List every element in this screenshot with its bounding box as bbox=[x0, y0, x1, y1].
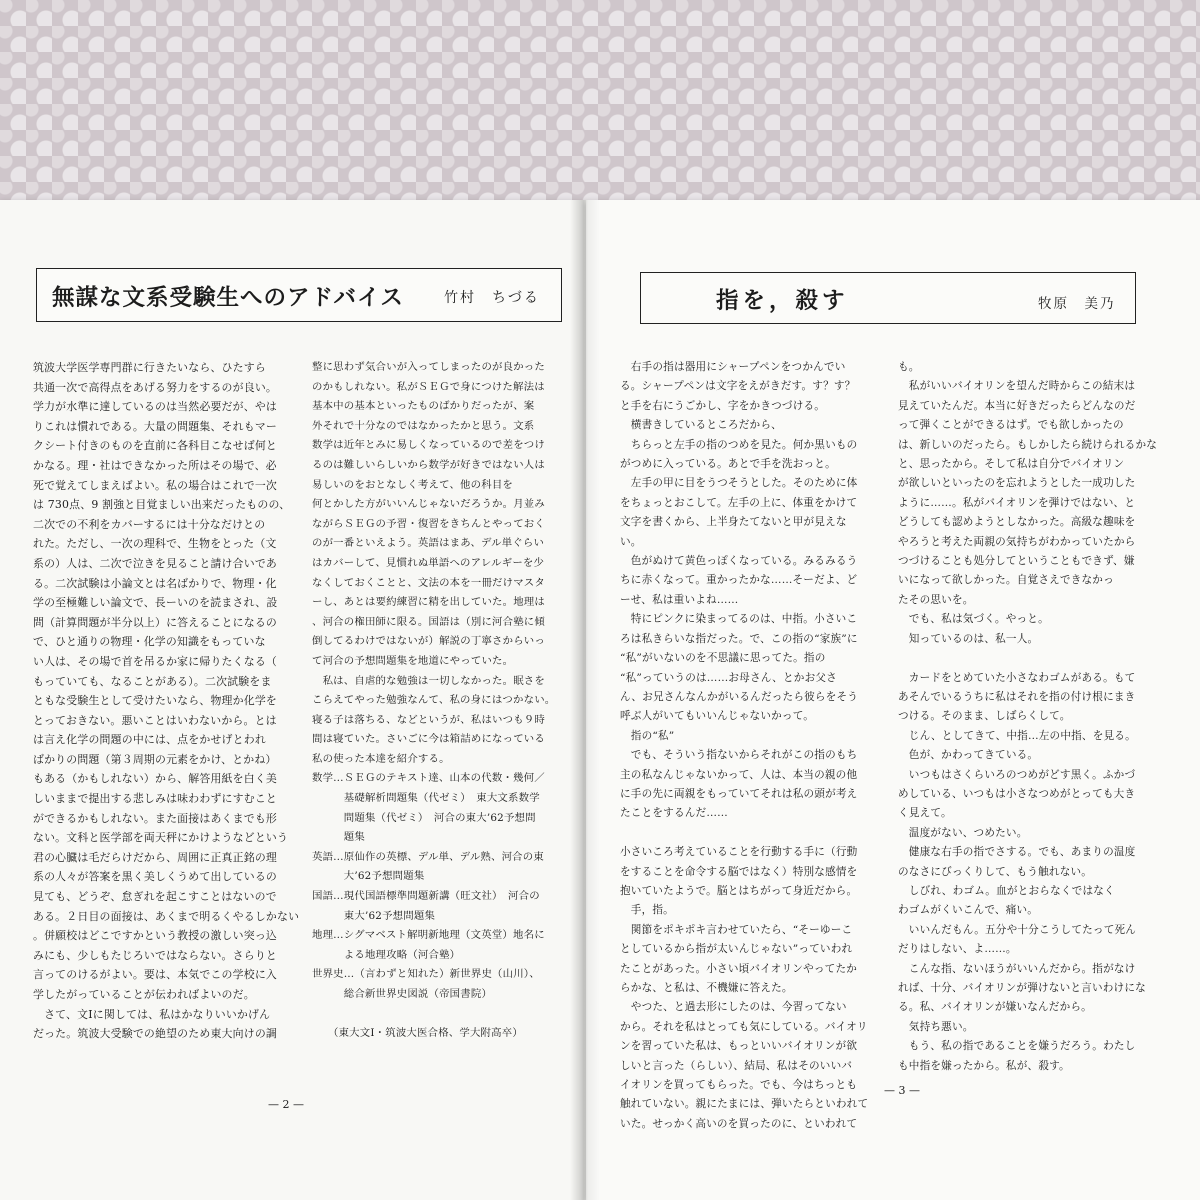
text-line: ができるかもしれない。また面接はあくまでも形 bbox=[33, 811, 277, 825]
text-line: れた。ただし、一次の理科で、生物をとった（文 bbox=[33, 537, 277, 551]
text-line: 英語…原仙作の英標、デル単、デル熟、河合の東 bbox=[312, 850, 544, 863]
text-line: 共通一次で高得点をあげる努力をするのが良い。 bbox=[33, 380, 277, 394]
text-line: かなる。理・社はできなかった所はその場で、必 bbox=[33, 458, 277, 472]
text-line: る。私、バイオリンが嫌いなんだから。 bbox=[898, 1001, 1092, 1014]
text-line: い。 bbox=[620, 535, 642, 548]
text-line: だった。筑波大受験での絶望のため東大向けの調 bbox=[33, 1027, 277, 1041]
text-line: 外それで十分なのではなかったかと思う。文系 bbox=[312, 419, 535, 432]
text-line: どうしても認めようとしなかった。高級な趣味を bbox=[898, 516, 1136, 529]
text-line: たことがあった。小さい頃バイオリンやってたか bbox=[620, 962, 858, 975]
text-line: ある。２日目の面接は、あくまで明るくやるしかない bbox=[33, 909, 300, 923]
text-line: 学したがっていることが伝わればよいのだ。 bbox=[33, 988, 255, 1001]
text-line: 温度がない、つめたい。 bbox=[898, 826, 1028, 839]
text-line: が欲しいといったのを忘れようとした一成功した bbox=[898, 477, 1136, 490]
text-line: もある（かもしれない）から、解答用紙を白く美 bbox=[33, 772, 277, 786]
text-line: と手を右にうごかし、字をかきつづける。 bbox=[620, 399, 826, 412]
text-line: やつた、と過去形にしたのは、今習ってない bbox=[620, 1001, 847, 1014]
text-line: 題集 bbox=[312, 831, 365, 844]
text-line: らかな、と私は、不機嫌に答えた。 bbox=[620, 982, 793, 994]
left-page-number: — 2 — bbox=[268, 1098, 304, 1111]
text-line: 筑波大学医学専門群に行きたいなら、ひたすら bbox=[33, 361, 266, 374]
text-line: をすることを命令する脳ではなく）特別な感情を bbox=[620, 865, 858, 878]
text-line: いいんだもん。五分や十分こうしてたって死ん bbox=[898, 923, 1137, 936]
text-line: じん、としてきて、中指…左の中指、を見る。 bbox=[898, 729, 1136, 742]
text-line: でも、そういう指ないからそれがこの指のもち bbox=[620, 749, 858, 762]
text-line: めしている、いつもは小さなつめがとっても大き bbox=[898, 787, 1136, 800]
text-line: 気持ち悪い。 bbox=[898, 1020, 974, 1033]
text-line: ように……。私がバイオリンを弾けではない、と bbox=[898, 496, 1136, 509]
text-line: 関節をポキポキ言わせていたら、“そーゆーこ bbox=[620, 923, 853, 936]
text-line: いつもはさくらいろのつめがどす黒く。ふかづ bbox=[898, 768, 1136, 781]
text-line: 東大’62予想問題集 bbox=[312, 909, 436, 922]
text-line: も。 bbox=[898, 361, 920, 373]
text-line: カードをとめていた小さなわゴムがある。もて bbox=[898, 671, 1136, 684]
text-line: 色が、かわってきている。 bbox=[898, 749, 1039, 762]
text-line: 系の人々が答案を黒く美しくうめて出しているの bbox=[33, 870, 277, 884]
text-line: しいままで提出する悲しみは味わわずにすむこと bbox=[33, 792, 277, 806]
text-line: ちらっと左手の指のつめを見た。何か黒いもの bbox=[620, 438, 858, 451]
text-line: 間は寝ていた。さいごに今は箱詰めになっている bbox=[312, 733, 545, 746]
text-line: 世界史…（言わずと知れた）新世界史（山川）、 bbox=[312, 968, 540, 981]
text-line: 死で覚えてしまえばよい。私の場合はこれで一次 bbox=[33, 478, 277, 492]
text-line: ーせ、私は重いよね…… bbox=[620, 593, 739, 606]
text-line: 問（計算問題が半分以上）に答えることになるの bbox=[33, 615, 277, 629]
text-line bbox=[898, 649, 1157, 668]
text-line: がつめに入っている。あとで手を洗おっと。 bbox=[620, 458, 836, 471]
text-line: れば、十分、バイオリンが弾けないと言いわけにな bbox=[898, 982, 1146, 994]
text-line: 二次での不利をカバーするには十分なだけとの bbox=[33, 517, 266, 531]
text-line: しいと言った（らしい）、結局、私はそのいいバ bbox=[620, 1059, 853, 1072]
text-line: 総合新世界史図説（帝国書院） bbox=[312, 988, 493, 1000]
text-line: ばかりの問題（第３周期の元素をかけ、とかね） bbox=[33, 752, 277, 766]
text-line: い人は、その場で首を吊るか家に帰りたくなる（ bbox=[33, 654, 277, 668]
text-line: 小さいころ考えていることを行動する手に（行動 bbox=[620, 846, 858, 859]
right-column-1 bbox=[620, 358, 868, 1134]
text-line: る。シャープペンは文字をえがきだす。す？す？ bbox=[620, 380, 856, 393]
text-line: “私”っていうのは……お母さん、とかお父さ bbox=[620, 671, 837, 684]
text-line: いた。せっかく高いのを買ったのに、といわれて bbox=[620, 1117, 858, 1130]
text-line: だりはしない、よ……。 bbox=[898, 943, 1017, 956]
text-line: ろは私きらいな指だった。で、この指の“家族”に bbox=[620, 632, 858, 645]
text-line: いになって欲しかった。自覚さえできなかっ bbox=[898, 574, 1114, 587]
left-article-author: 竹村 ちづる bbox=[444, 290, 540, 306]
text-line: みにも、少しもたじろいではならない。さらりと bbox=[33, 948, 277, 962]
text-line: 私は、自虐的な勉強は一切しなかった。眠さを bbox=[312, 674, 545, 687]
text-line: は、新しいのだったら。もしかしたら続けられるかな bbox=[898, 438, 1158, 451]
text-line: とっておきない。悪いことはいわないから。とは bbox=[33, 713, 277, 727]
text-line: 文字を書くから、上半身たてないと甲が見えな bbox=[620, 516, 847, 529]
text-line: って弾くことができるはず。でも欲しかったの bbox=[898, 419, 1124, 432]
text-line: 呼ぶ人がいてもいいんじゃないかって。 bbox=[620, 710, 815, 723]
text-line: 問題集（代ゼミ） 河合の東大’62予想問 bbox=[312, 811, 536, 824]
text-line: ーし、あとは要約練習に精を出していた。地理は bbox=[312, 596, 545, 609]
text-line: 色がぬけて黄色っぽくなっている。みるみるう bbox=[620, 555, 858, 568]
right-page-number: — 3 — bbox=[884, 1084, 920, 1097]
text-line: 何とかした方がいいんじゃないだろうか。月並み bbox=[312, 498, 545, 511]
text-line: のかもしれない。私がＳＥＧで身につけた解法は bbox=[312, 380, 545, 393]
text-line: ちに赤くなって。重かったかな……そーだよ、ど bbox=[620, 574, 858, 587]
text-line: クシート付きのものを直前に各科目こなせば何と bbox=[33, 439, 277, 453]
left-article-title: 無謀な文系受験生へのアドバイス bbox=[52, 285, 404, 311]
right-column-2 bbox=[898, 358, 1157, 1076]
text-line: から。それを私はとっても気にしている。バイオリ bbox=[620, 1020, 868, 1033]
text-line: 左手の甲に目をうつそうとした。そのために体 bbox=[620, 477, 858, 490]
text-line: ない。文科と医学部を両天秤にかけようなどという bbox=[33, 831, 289, 845]
text-line: 学力が水準に達しているのは当然必要だが、やは bbox=[33, 400, 277, 414]
text-line: をちょっとおこして。左手の上に、体重をかけて bbox=[620, 496, 858, 509]
text-line: 国語…現代国語標準問題新講（旺文社） 河合の bbox=[312, 890, 540, 903]
text-line: 基礎解析問題集（代ゼミ） 東大文系数学 bbox=[312, 792, 540, 805]
text-line: のが一番といえよう。英語はまあ、デル単ぐらい bbox=[312, 537, 545, 550]
text-line: は言え化学の問題の中には、点をかせげとわれ bbox=[33, 733, 266, 747]
text-line: “私”がいないのを不思議に思ってた。指の bbox=[620, 652, 826, 665]
text-line: ンを習っていた私は、もっといいバイオリンが欲 bbox=[620, 1040, 858, 1053]
text-line: つづけることも処分してということもできず、嫌 bbox=[898, 555, 1135, 568]
text-line: たことをするんだ…… bbox=[620, 807, 728, 820]
text-line: はカバーして、見慣れぬ単語へのアレルギーを少 bbox=[312, 556, 545, 569]
text-line: く見えて。 bbox=[898, 807, 952, 820]
text-line: 系の）人は、二次で泣きを見ること請け合いであ bbox=[33, 556, 277, 570]
text-line: 学の至極難しい論文で、長ーいのを読まされ、設 bbox=[33, 596, 278, 610]
text-line: ながらＳＥＧの予習・復習をきちんとやっておく bbox=[312, 517, 545, 530]
text-line: 寝る子は落ちる、などというが、私はいつも９時 bbox=[312, 713, 545, 726]
text-line: は 730点、9 割強と目覚ましい出来だったものの、 bbox=[33, 498, 291, 512]
left-column-1 bbox=[33, 358, 299, 1044]
text-line: でも、私は気づく。やっと。 bbox=[898, 613, 1049, 626]
text-line: 主の私なんじゃないかって、人は、本当の親の他 bbox=[620, 768, 858, 781]
text-line: 数学は近年とみに易しくなっているので差をつけ bbox=[312, 439, 545, 452]
text-line: 易しいのをおとなしく考えて、他の科目を bbox=[312, 478, 514, 491]
text-line: 君の心臓は毛だらけだから、周囲に正真正銘の理 bbox=[33, 850, 277, 864]
text-line: 見ても、どうぞ、怠ぎれを起こすことはないので bbox=[33, 890, 277, 904]
text-line: る。二次試験は小論文とは名ばかりで、物理・化 bbox=[33, 576, 277, 590]
text-line: 整に思わず気合いが入ってしまったのが良かった bbox=[312, 361, 545, 373]
text-line: 指の“私” bbox=[620, 729, 675, 742]
text-line: と、思ったから。そして私は自分でバイオリン bbox=[898, 458, 1125, 471]
text-line bbox=[620, 824, 868, 843]
text-line: もう、私の指であることを嫌うだろう。わたし bbox=[898, 1040, 1136, 1053]
text-line: 横書きしているところだから、 bbox=[620, 419, 782, 432]
text-line: 言ってのけるがよい。要は、本気でこの学校に入 bbox=[33, 968, 277, 982]
text-line: 倒してるわけではないが）解説の丁寧さからいっ bbox=[312, 635, 545, 648]
text-line: に手の先に両親をもっていてそれは私の頭が考え bbox=[620, 787, 858, 800]
text-line: しびれ、わゴム。血がとおらなくではなく bbox=[898, 884, 1115, 897]
text-line: あそんでいるうちに私はそれを指の付け根にまき bbox=[898, 690, 1136, 703]
text-line: て河合の予想問題集を地道にやっていた。 bbox=[312, 654, 514, 667]
text-line: 私がいいバイオリンを望んだ時からこの結末は bbox=[898, 380, 1136, 393]
text-line: 知っているのは、私一人。 bbox=[898, 632, 1039, 645]
text-line: こらえてやった勉強なんて、私の身にはつかない。 bbox=[312, 694, 556, 707]
text-line: りこれは慣れである。大量の問題集、それもマー bbox=[33, 419, 277, 433]
text-line bbox=[312, 1005, 555, 1025]
text-line: さて、文Ⅰに関しては、私はかなりいいかげん bbox=[33, 1007, 271, 1021]
text-line: 私の使った本達を紹介する。 bbox=[312, 752, 450, 765]
text-line: 地理…シグマベスト解明新地理（文英堂）地名に bbox=[312, 929, 545, 942]
text-line: 、河合の権田師に限る。国語は（別に河合塾に傾 bbox=[312, 615, 545, 628]
text-line: 触れていない。親にたまには、弾いたらといわれて bbox=[620, 1098, 869, 1111]
text-line: 基本中の基本といったものばかりだったが、案 bbox=[312, 400, 535, 413]
text-line: 数学…ＳＥＧのテキスト達、山本の代数・幾何／ bbox=[312, 772, 545, 785]
text-line: 。併願校はどこですかという教授の激しい突っ込 bbox=[33, 929, 277, 943]
text-line: こんな指、ないほうがいいんだから。指がなけ bbox=[898, 962, 1136, 975]
text-line: やろうと考えた両親の気持ちがわかっていたから bbox=[898, 535, 1136, 548]
text-line: ん、お兄さんなんかがいるんだったら彼らをそう bbox=[620, 690, 859, 703]
text-line: なくしておくことと、文法の本を一冊だけマスタ bbox=[312, 576, 545, 589]
text-line: のなさにびっくりして、もう触れない。 bbox=[898, 865, 1093, 878]
text-line: （東大文Ⅰ・筑波大医合格、学大附高卒） bbox=[312, 1027, 523, 1040]
left-column-2 bbox=[312, 358, 555, 1044]
text-line: 健康な右手の指でさする。でも、あまりの温度 bbox=[898, 846, 1136, 859]
text-line: ともな受験生として受けたいなら、物理か化学を bbox=[33, 694, 277, 708]
text-line: 抱いていたようで。脳とはちがって身近だから。 bbox=[620, 884, 858, 897]
text-line: たその思いを。 bbox=[898, 593, 974, 606]
text-line: としているから指が太いんじゃない”っていわれ bbox=[620, 943, 853, 956]
text-line: るのは難しいらしいから数学が好きではない人は bbox=[312, 458, 545, 471]
text-line: わゴムがくいこんで、痛い。 bbox=[898, 904, 1039, 917]
text-line: 手，指。 bbox=[620, 904, 674, 917]
text-line: で、ひと通りの物理・化学の知識をもっていな bbox=[33, 635, 266, 649]
text-line: つける。そのまま、しばらくして。 bbox=[898, 710, 1071, 723]
text-line: 見えていたんだ。本当に好きだったらどんなのだ bbox=[898, 399, 1136, 412]
text-line: 特にピンクに染まってるのは、中指。小さいこ bbox=[620, 613, 858, 626]
text-line: イオリンを買ってもらった。でも、今はちっとも bbox=[620, 1079, 858, 1092]
right-article-title: 指を，殺す bbox=[716, 288, 849, 314]
book-spine bbox=[570, 200, 600, 1200]
text-line: 右手の指は器用にシャープペンをつかんでい bbox=[620, 361, 846, 373]
text-line: 大’62予想問題集 bbox=[312, 870, 425, 883]
text-line: も中指を嫌ったから。私が、殺す。 bbox=[898, 1059, 1070, 1072]
text-line: よる地理攻略（河合塾） bbox=[312, 948, 461, 961]
right-article-author: 牧原 美乃 bbox=[1038, 296, 1116, 312]
text-line: もっていても、なることがある）。二次試験をま bbox=[33, 674, 272, 688]
